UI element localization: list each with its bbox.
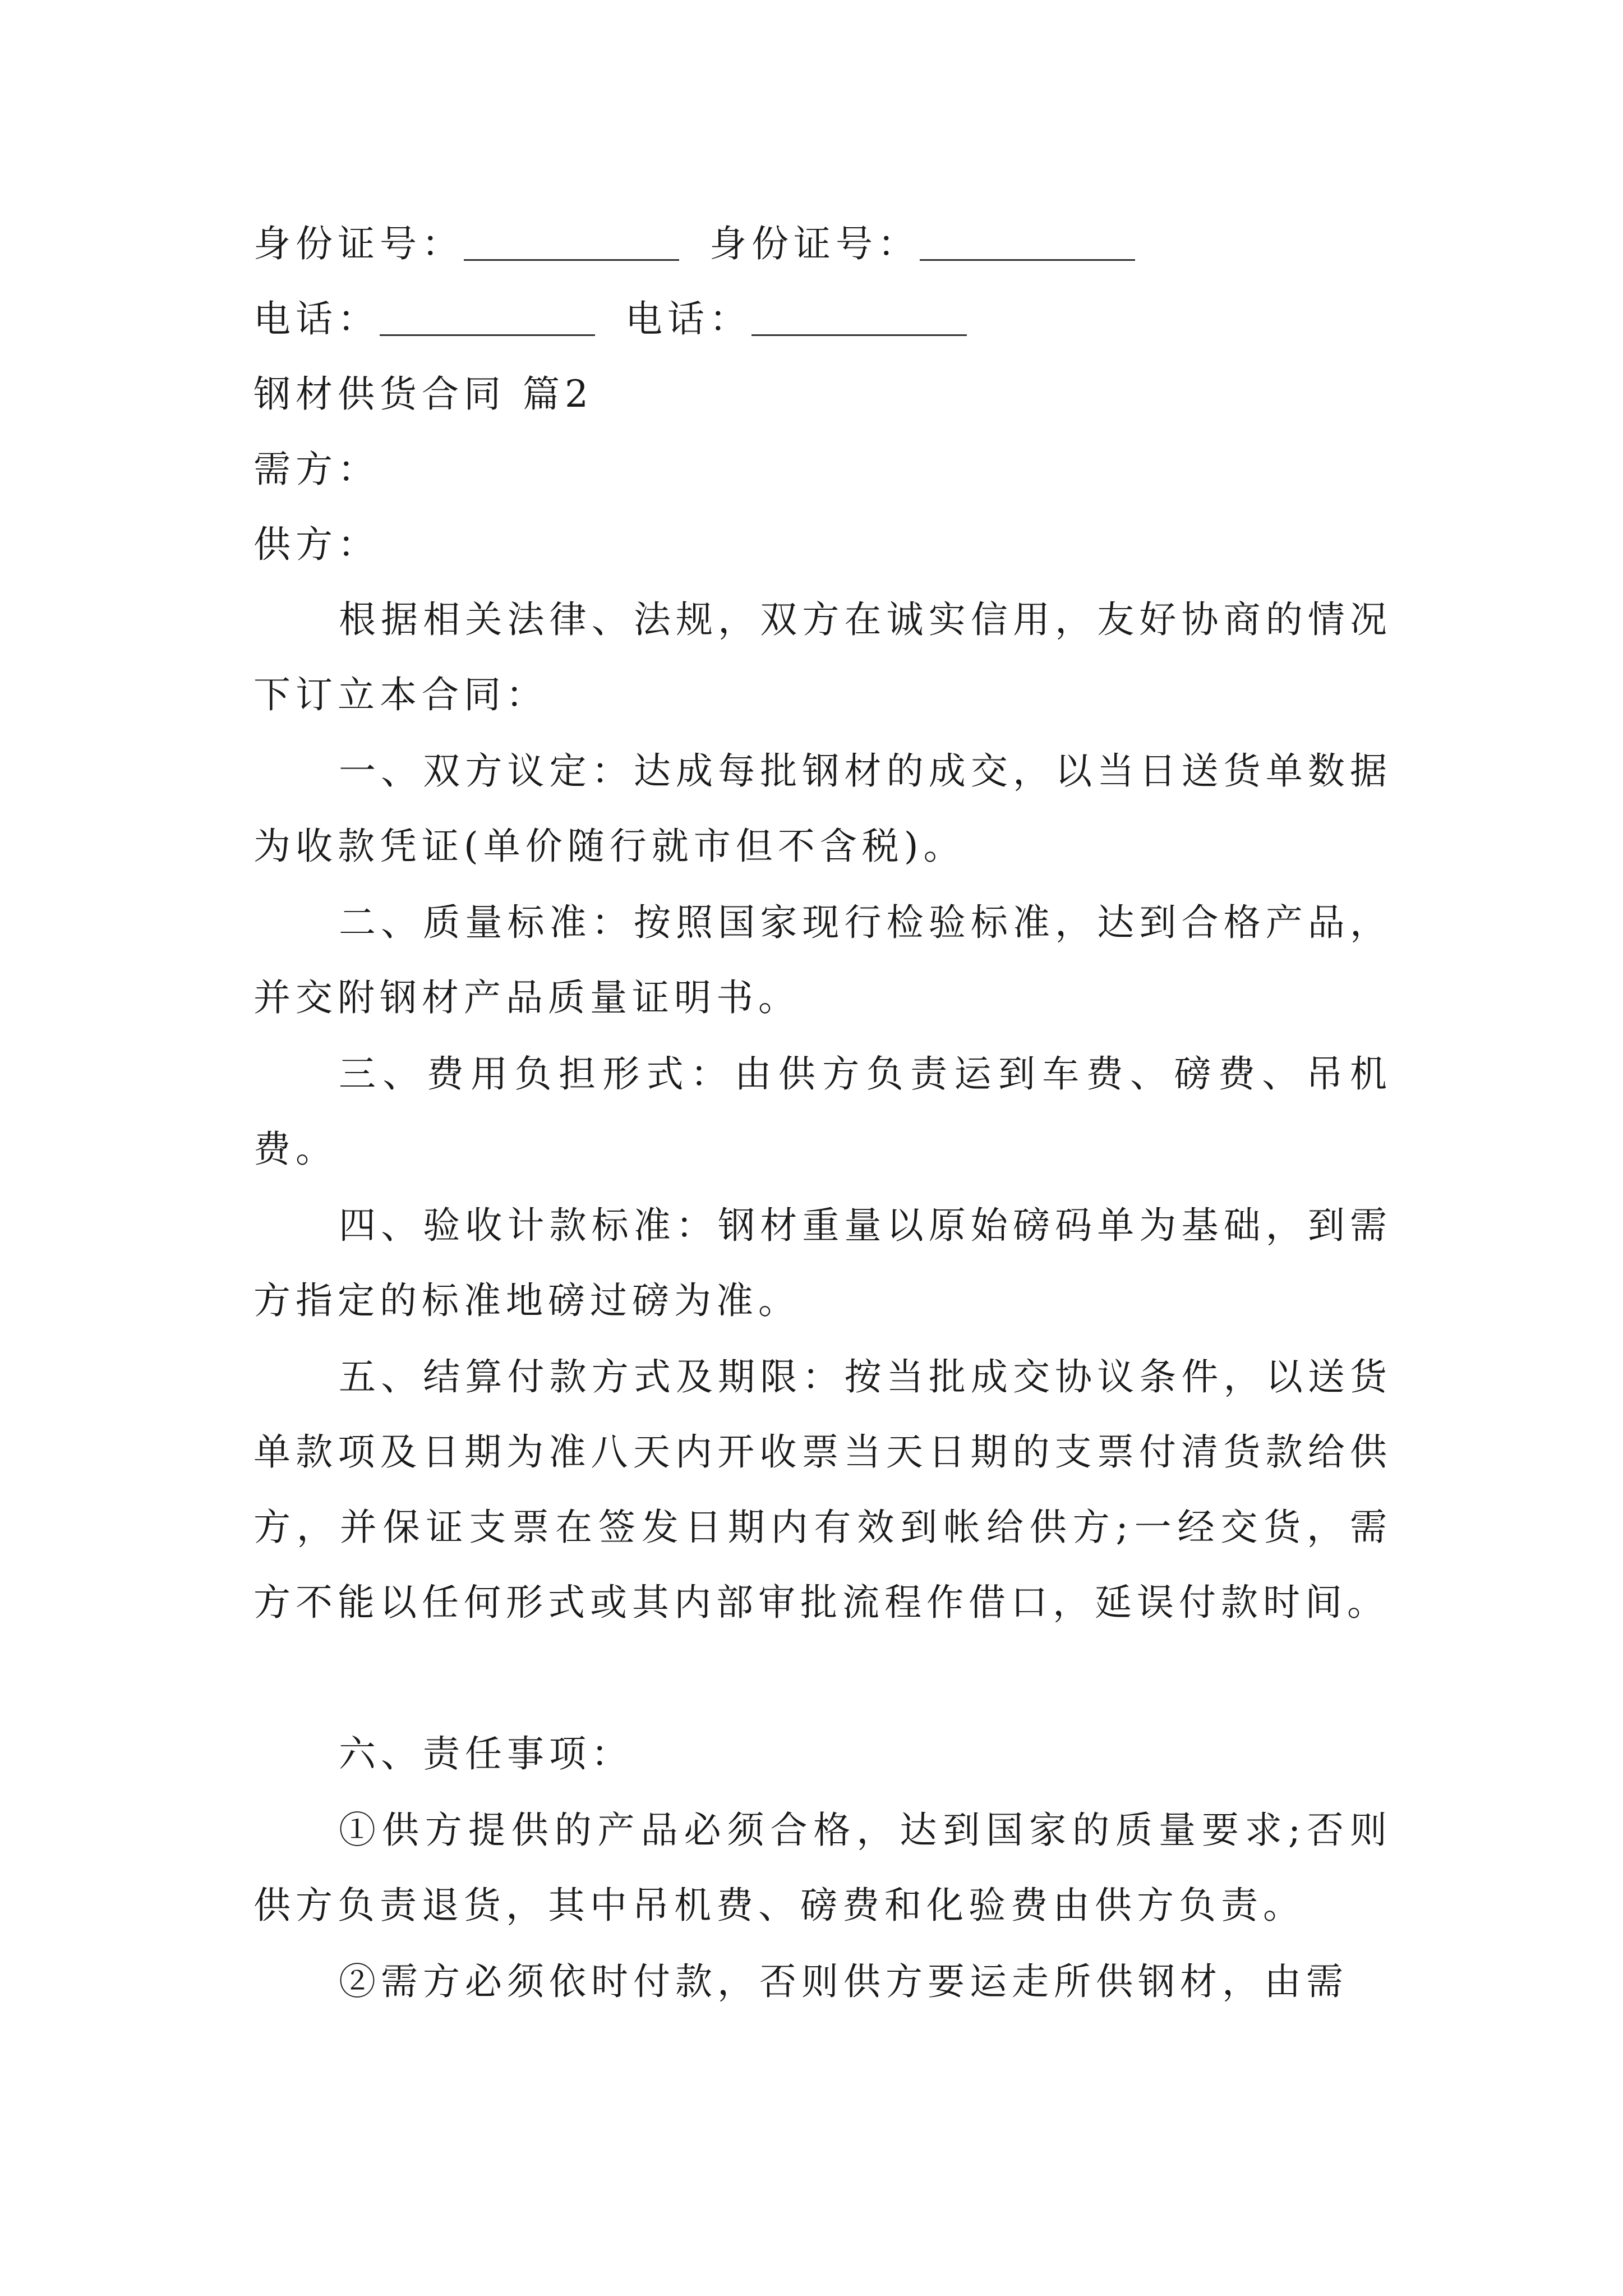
seller-label: 供方： [253, 523, 380, 566]
phone-label-2: 电话： [625, 297, 751, 341]
buyer-label: 需方： [253, 448, 380, 491]
phone-row [253, 282, 1398, 357]
id-number-label-1: 身份证号： [253, 222, 464, 265]
id-number-label-2: 身份证号： [709, 222, 920, 265]
clause-6-heading: 六、责任事项： [339, 1732, 633, 1775]
clause-2-paragraph: 二、质量标准：按照国家现行检验标准，达到合格产品，并交附钢材产品质量证明书。 [253, 901, 1392, 1019]
clause-3-paragraph: 三、费用负担形式：由供方负责运到车费、磅费、吊机费。 [253, 1052, 1392, 1171]
clause-4-paragraph: 四、验收计款标准：钢材重量以原始磅码单为基础，到需方指定的标准地磅过磅为准。 [253, 1204, 1392, 1322]
clause-6-item-2: ②需方必须依时付款，否则供方要运走所供钢材，由需 [339, 1960, 1348, 2003]
contract-title: 钢材供货合同 篇2 [253, 372, 593, 416]
id-number-blank-1 [464, 222, 679, 261]
clause-6-item-1: ①供方提供的产品必须合格，达到国家的质量要求;否则供方负责退货，其中吊机费、磅费和化验费由供方负责。 [253, 1809, 1392, 1927]
clause-5-paragraph: 五、结算付款方式及期限：按当批成交协议条件，以送货单款项及日期为准八天内开收票当天日期的支票付清货款给供方，并保证支票在签发日期内有效到帐给供方;一经交货，需方不能以任何形式或其内部审批流程作借口，延误付款时间。 [253, 1355, 1392, 1624]
phone-blank-2 [751, 297, 967, 336]
phone-blank-1 [380, 297, 595, 336]
preamble-paragraph: 根据相关法律、法规，双方在诚实信用，友好协商的情况下订立本合同： [253, 598, 1392, 716]
id-number-blank-2 [920, 222, 1135, 261]
phone-label-1: 电话： [253, 297, 380, 341]
clause-1-paragraph: 一、双方议定：达成每批钢材的成交，以当日送货单数据为收款凭证(单价随行就市但不含税)。 [253, 749, 1392, 868]
id-number-row [253, 206, 1398, 282]
